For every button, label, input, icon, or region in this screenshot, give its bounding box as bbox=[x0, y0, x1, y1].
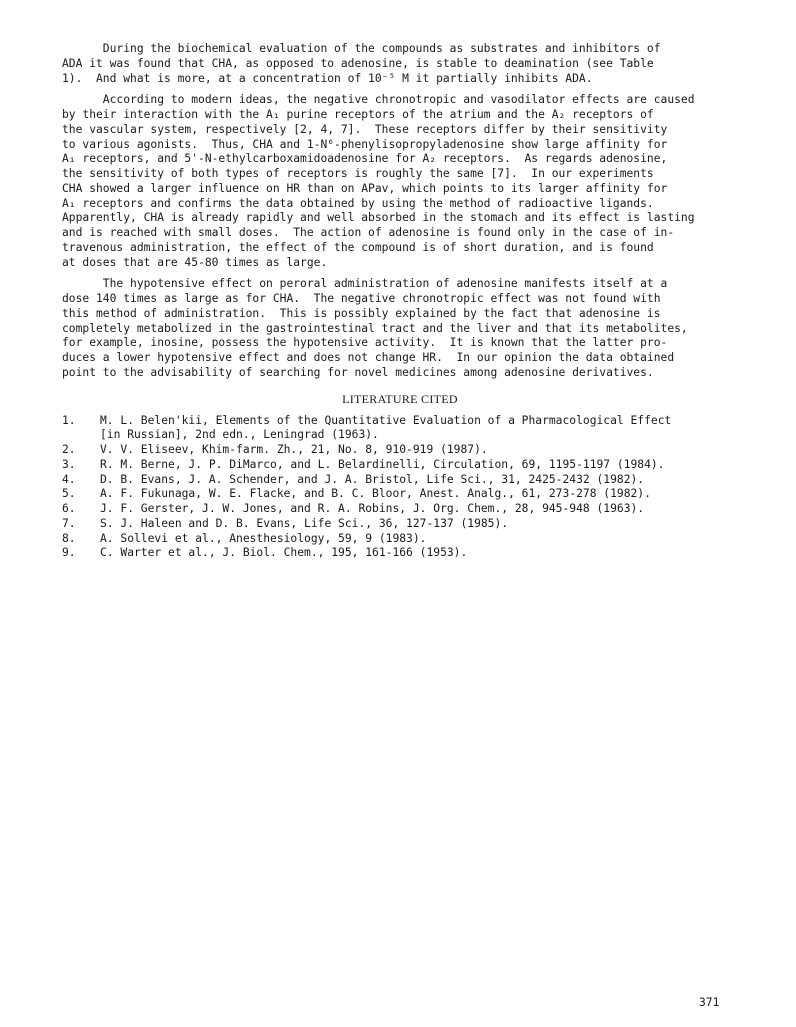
reference-item bbox=[62, 473, 738, 488]
text-line: and is reached with small doses. The action of adenosine is found only in the case of in- bbox=[62, 226, 675, 239]
reference-text: [in Russian], 2nd edn., Leningrad (1963). bbox=[100, 428, 379, 442]
text-line: the vascular system, respectively [2, 4, 7]. These receptors differ by their sensitivity bbox=[62, 122, 668, 136]
text-line: According to modern ideas, the negative chronotropic and vasodilator effects are caused bbox=[62, 93, 695, 107]
text-line: A₁ receptors and confirms the data obtained by using the method of radioactive ligands. bbox=[62, 196, 654, 210]
text-line: travenous administration, the effect of the compound is of short duration, and is found bbox=[62, 240, 654, 254]
reference-item bbox=[62, 517, 738, 532]
text-line: CHA showed a larger influence on HR than on APav, which points to its larger affinity for bbox=[62, 181, 668, 195]
reference-number: 4. bbox=[62, 472, 76, 486]
text-line: ADA it was found that CHA, as opposed to adenosine, is stable to deamination (see Table bbox=[62, 56, 654, 70]
reference-text: A. Sollevi et al., Anesthesiology, 59, 9 (1983). bbox=[100, 531, 427, 545]
reference-item bbox=[62, 414, 738, 444]
reference-item bbox=[62, 458, 738, 473]
body-paragraph-3 bbox=[62, 277, 738, 380]
text-line: the sensitivity of both types of receptors is roughly the same [7]. In our experiments bbox=[62, 167, 654, 180]
text-line: 1). And what is more, at a concentration of 10⁻⁵ M it partially inhibits ADA. bbox=[62, 71, 593, 85]
text-line: dose 140 times as large as for CHA. The negative chronotropic effect was not found with bbox=[62, 292, 661, 305]
reference-text: J. F. Gerster, J. W. Jones, and R. A. Robins, J. Org. Chem., 28, 945-948 (1963). bbox=[100, 502, 645, 515]
reference-text: V. V. Eliseev, Khim-farm. Zh., 21, No. 8, 910-919 (1987). bbox=[100, 443, 488, 456]
page-body bbox=[62, 42, 738, 561]
text-line: at doses that are 45-80 times as large. bbox=[62, 255, 328, 269]
reference-number: 1. bbox=[62, 413, 76, 427]
reference-text: S. J. Haleen and D. B. Evans, Life Sci., 36, 127-137 (1985). bbox=[100, 516, 509, 530]
text-line: point to the advisability of searching for novel medicines among adenosine derivatives. bbox=[62, 365, 654, 379]
reference-item bbox=[62, 532, 738, 547]
reference-item bbox=[62, 502, 738, 517]
text-line: for example, inosine, possess the hypotensive activity. It is known that the latter pro- bbox=[62, 336, 668, 350]
page-number: 371 bbox=[699, 996, 720, 1009]
reference-number: 3. bbox=[62, 457, 76, 471]
reference-item bbox=[62, 546, 738, 561]
reference-item bbox=[62, 487, 738, 502]
reference-text: R. M. Berne, J. P. DiMarco, and L. Belardinelli, Circulation, 69, 1195-1197 (1984). bbox=[100, 457, 665, 471]
body-paragraph-2 bbox=[62, 93, 738, 270]
reference-number: 5. bbox=[62, 487, 76, 501]
text-line: by their interaction with the A₁ purine receptors of the atrium and the A₂ receptors of bbox=[62, 108, 654, 121]
literature-heading: LITERATURE CITED bbox=[342, 391, 458, 406]
text-line: duces a lower hypotensive effect and does not change HR. In our opinion the data obtained bbox=[62, 351, 675, 364]
body-paragraph-1 bbox=[62, 42, 738, 86]
reference-number: 9. bbox=[62, 546, 76, 560]
text-line: completely metabolized in the gastrointestinal tract and the liver and that its metabolites, bbox=[62, 321, 688, 335]
text-line: A₁ receptors, and 5'-N-ethylcarboxamidoadenosine for A₂ receptors. As regards adenosine, bbox=[62, 152, 668, 166]
reference-number: 8. bbox=[62, 531, 76, 545]
text-line: this method of administration. This is possibly explained by the fact that adenosine is bbox=[62, 306, 661, 320]
reference-list bbox=[62, 414, 738, 562]
text-line: Apparently, CHA is already rapidly and well absorbed in the stomach and its effect is lasting bbox=[62, 211, 695, 225]
text-line: to various agonists. Thus, CHA and 1-N⁶-phenylisopropyladenosine show large affinity for bbox=[62, 137, 668, 151]
text-line: During the biochemical evaluation of the compounds as substrates and inhibitors of bbox=[62, 42, 661, 55]
reference-item bbox=[62, 443, 738, 458]
reference-number: 7. bbox=[62, 516, 76, 530]
text-line: The hypotensive effect on peroral administration of adenosine manifests itself at a bbox=[62, 277, 668, 291]
reference-text: M. L. Belen'kii, Elements of the Quantitative Evaluation of a Pharmacological Effect bbox=[100, 413, 672, 427]
reference-text: A. F. Fukunaga, W. E. Flacke, and B. C. Bloor, Anest. Analg., 61, 273-278 (1982). bbox=[100, 487, 651, 501]
reference-number: 6. bbox=[62, 502, 76, 515]
reference-text: D. B. Evans, J. A. Schender, and J. A. Bristol, Life Sci., 31, 2425-2432 (1982). bbox=[100, 472, 645, 486]
reference-text: C. Warter et al., J. Biol. Chem., 195, 161-166 (1953). bbox=[100, 546, 468, 560]
reference-number: 2. bbox=[62, 443, 76, 456]
